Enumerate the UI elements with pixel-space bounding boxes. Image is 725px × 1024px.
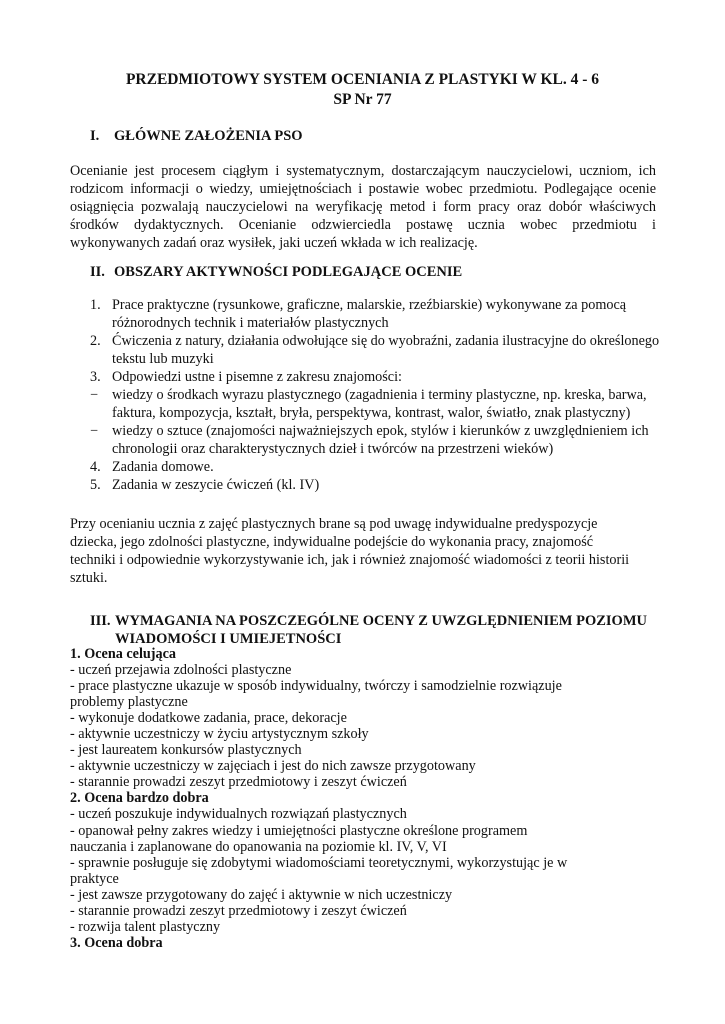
- list-marker: −: [90, 387, 99, 403]
- list-item-text: Ćwiczenia z natury, działania odwołujące się do wyobraźni, zadania ilustracyjne do określonego tekstu lub muzyki: [112, 333, 660, 367]
- grade-requirement-line: - opanował pełny zakres wiedzy i umiejętności plastyczne określone programem: [70, 822, 528, 839]
- section-1-heading: [90, 127, 303, 145]
- section-3-title-line-2: WIADOMOŚCI I UMIEJETNOŚCI: [115, 631, 342, 647]
- grade-requirement-line: - jest zawsze przygotowany do zajęć i aktywnie w nich uczestniczy: [70, 886, 453, 903]
- list-item: [90, 368, 660, 386]
- list-item-text: wiedzy o sztuce (znajomości najważniejszych epok, stylów i kierunków z uwzględnieniem ich chronologii oraz charakterystycznych dzieł i twórców na przestrzeni wieków): [112, 423, 649, 457]
- section-1-number: I.: [90, 128, 100, 144]
- list-item: [90, 386, 660, 422]
- list-item-text: Zadania domowe.: [112, 459, 214, 475]
- grade-heading: 1. Ocena celująca: [70, 646, 176, 662]
- grade-requirement-line: - prace plastyczne ukazuje w sposób indywidualny, twórczy i samodzielnie rozwiązuje: [70, 678, 562, 695]
- list-marker: 1.: [90, 297, 101, 313]
- list-marker: −: [90, 423, 99, 439]
- list-item: [90, 476, 660, 494]
- section-2-number: II.: [90, 264, 105, 280]
- list-marker: 5.: [90, 477, 101, 493]
- list-item: [90, 332, 660, 368]
- list-item-text: Odpowiedzi ustne i pisemne z zakresu znajomości:: [112, 369, 402, 385]
- closing-line: techniki i odpowiednie wykorzystywanie ich, jak i również znajomość wiadomości z teorii historii: [70, 552, 630, 568]
- list-marker: 4.: [90, 459, 101, 475]
- grade-requirement-line: - uczeń poszukuje indywidualnych rozwiązań plastycznych: [70, 806, 407, 823]
- title-line-2: SP Nr 77: [333, 91, 392, 108]
- document-title: [60, 70, 665, 110]
- grade-requirement-line: - wykonuje dodatkowe zadania, prace, dekoracje: [70, 710, 347, 727]
- grade-requirement-line: - starannie prowadzi zeszyt przedmiotowy i zeszyt ćwiczeń: [70, 774, 407, 791]
- section-3-heading: [90, 612, 670, 648]
- assessment-areas-list: [90, 296, 660, 494]
- section-2-title: OBSZARY AKTYWNOŚCI PODLEGAJĄCE OCENIE: [114, 264, 463, 280]
- grade-heading: 2. Ocena bardzo dobra: [70, 790, 209, 807]
- grade-requirement-line: - rozwija talent plastyczny: [70, 918, 221, 935]
- grade-requirement-line: problemy plastyczne: [70, 694, 188, 711]
- section-1-paragraph: Ocenianie jest procesem ciągłym i systematycznym, dostarczającym nauczycielowi, uczniom, ich rodzicom informacji o wiedzy, umiejętnościach i postawie wobec przedmiotu. Podlegające ocenie osiągnięcia pozwalają nauczycielowi na weryfikację metod i form pracy oraz dobór właściwych środków dydaktycznych. Ocenianie odzwierciedla postawę ucznia wobec przedmiotu i wykonywanych zadań oraz wysiłek, jaki uczeń wkłada w ich realizację.: [70, 163, 656, 251]
- grade-requirement-line: - aktywnie uczestniczy w życiu artystycznym szkoły: [70, 726, 369, 743]
- list-marker: 2.: [90, 333, 101, 349]
- section-3-number: III.: [90, 613, 111, 629]
- list-item: [90, 422, 660, 458]
- list-item: [90, 296, 660, 332]
- list-item: [90, 458, 660, 476]
- list-marker: 3.: [90, 369, 101, 385]
- list-item-text: wiedzy o środkach wyrazu plastycznego (zagadnienia i terminy plastyczne, np. kreska, barwa, faktura, kompozycja, kształt, bryła, perspektywa, kontrast, walor, światło, znak plastyczny): [112, 387, 647, 421]
- list-item-text: Prace praktyczne (rysunkowe, graficzne, malarskie, rzeźbiarskie) wykonywane za pomocą różnorodnych technik i materiałów plastycznych: [112, 297, 627, 331]
- grade-requirement-line: - sprawnie posługuje się zdobytymi wiadomościami teoretycznymi, wykorzystując je w: [70, 854, 568, 871]
- section-2-heading: [90, 263, 462, 281]
- grade-heading: 3. Ocena dobra: [70, 934, 163, 951]
- closing-line: sztuki.: [70, 570, 108, 586]
- closing-line: Przy ocenianiu ucznia z zajęć plastycznych brane są pod uwagę indywidualne predyspozycje: [70, 516, 598, 532]
- title-line-1: PRZEDMIOTOWY SYSTEM OCENIANIA Z PLASTYKI W KL. 4 - 6: [125, 71, 600, 88]
- grade-requirement-line: nauczania i zaplanowane do opanowania na poziomie kl. IV, V, VI: [70, 838, 447, 855]
- list-item-text: Zadania w zeszycie ćwiczeń (kl. IV): [112, 477, 320, 493]
- grade-requirement-line: - jest laureatem konkursów plastycznych: [70, 742, 302, 759]
- section-3-title-line-1: WYMAGANIA NA POSZCZEGÓLNE OCENY Z UWZGLĘDNIENIEM POZIOMU: [115, 613, 647, 629]
- grade-requirement-line: - aktywnie uczestniczy w zajęciach i jest do nich zawsze przygotowany: [70, 758, 476, 775]
- grade-requirement-line: - uczeń przejawia zdolności plastyczne: [70, 662, 292, 679]
- grade-requirement-line: - starannie prowadzi zeszyt przedmiotowy i zeszyt ćwiczeń: [70, 902, 407, 919]
- section-1-title: GŁÓWNE ZAŁOŻENIA PSO: [114, 128, 303, 144]
- grade-requirements: [70, 646, 660, 951]
- closing-line: dziecka, jego zdolności plastyczne, indywidualne podejście do wykonania pracy, znajomość: [70, 534, 594, 550]
- grade-requirement-line: praktyce: [70, 870, 119, 887]
